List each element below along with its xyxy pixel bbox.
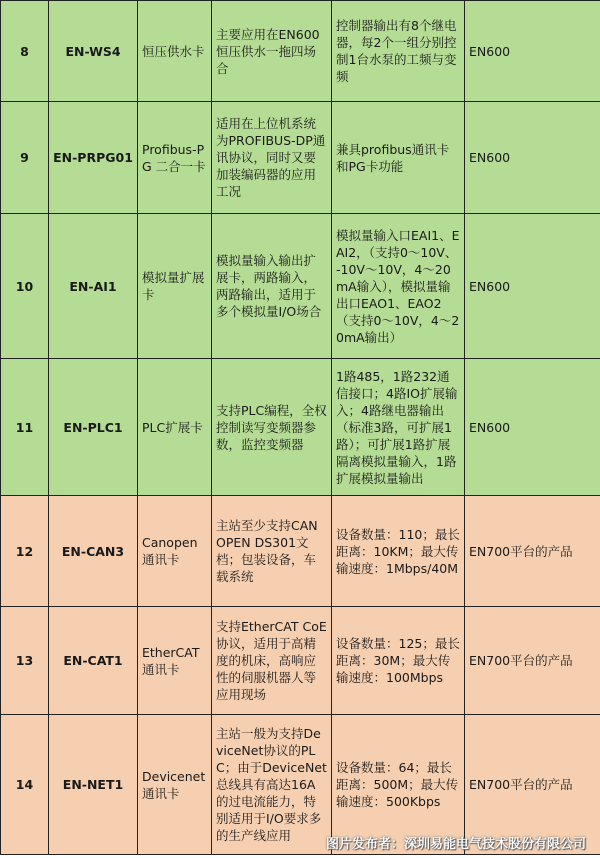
platform-cell: EN600 — [465, 359, 600, 496]
table-row — [1, 359, 600, 496]
model-cell: EN-CAN3 — [49, 496, 138, 607]
table-row — [1, 607, 600, 715]
table-row — [1, 496, 600, 607]
table-row — [1, 715, 600, 855]
row-number: 12 — [1, 496, 49, 607]
model-cell: EN-WS4 — [49, 1, 138, 102]
feature-cell: 1路485，1路232通信接口；4路IO扩展输入；4路继电器输出（标准3路，可扩展1路）；可扩展1路扩展隔离模拟量输入，1路扩展模拟量输出 — [332, 359, 465, 496]
name-cell: 恒压供水卡 — [138, 1, 212, 102]
description-cell: 主要应用在EN600恒压供水一拖四场合 — [212, 1, 332, 102]
platform-cell: EN600 — [465, 102, 600, 214]
row-number: 10 — [1, 214, 49, 359]
platform-cell: EN600 — [465, 1, 600, 102]
description-cell: 主站一般为支持DeviceNet协议的PLC；由于DeviceNet总线具有高达16A的过电流能力，特别适用于I/O要求多的生产线应用 — [212, 715, 332, 855]
model-cell: EN-NET1 — [49, 715, 138, 855]
feature-cell: 设备数量：125；最长距离：30M；最大传输速度：100Mbps — [332, 607, 465, 715]
row-number: 11 — [1, 359, 49, 496]
platform-cell: EN700平台的产品 — [465, 715, 600, 855]
table-row — [1, 102, 600, 214]
row-number: 14 — [1, 715, 49, 855]
description-cell: 支持EtherCAT CoE协议，适用于高精度的机床，高响应性的伺服机器人等应用现场 — [212, 607, 332, 715]
table-row — [1, 1, 600, 102]
feature-cell: 模拟量输入口EAI1、EAI2，（支持0～10V、-10V～10V，4～20mA输入），模拟量输出口EAO1、EAO2（支持0～10V，4～20mA输出） — [332, 214, 465, 359]
table-row — [1, 214, 600, 359]
platform-cell: EN700平台的产品 — [465, 607, 600, 715]
description-cell: 支持PLC编程，全权控制读写变频器参数，监控变频器 — [212, 359, 332, 496]
feature-cell: 设备数量：110；最长距离：10KM；最大传输速度：1Mbps/40M — [332, 496, 465, 607]
name-cell: PLC扩展卡 — [138, 359, 212, 496]
name-cell: 模拟量扩展卡 — [138, 214, 212, 359]
feature-cell: 控制器输出有8个继电器，每2个一组分别控制1台水泵的工频与变频 — [332, 1, 465, 102]
name-cell: EtherCAT通讯卡 — [138, 607, 212, 715]
platform-cell: EN600 — [465, 214, 600, 359]
publisher-watermark: 图片发布者：深圳易能电气技术股份有限公司 — [325, 837, 586, 852]
name-cell: Devicenet通讯卡 — [138, 715, 212, 855]
model-cell: EN-PLC1 — [49, 359, 138, 496]
row-number: 13 — [1, 607, 49, 715]
feature-cell: 兼具profibus通讯卡和PG卡功能 — [332, 102, 465, 214]
name-cell: Profibus-PG 二合一卡 — [138, 102, 212, 214]
platform-cell: EN700平台的产品 — [465, 496, 600, 607]
name-cell: Canopen通讯卡 — [138, 496, 212, 607]
model-cell: EN-AI1 — [49, 214, 138, 359]
model-cell: EN-PRPG01 — [49, 102, 138, 214]
description-cell: 模拟量输入输出扩展卡，两路输入，两路输出，适用于多个模拟量I/O场合 — [212, 214, 332, 359]
description-cell: 适用在上位机系统为PROFIBUS-DP通讯协议，同时又要加装编码器的应用工况 — [212, 102, 332, 214]
model-cell: EN-CAT1 — [49, 607, 138, 715]
row-number: 8 — [1, 1, 49, 102]
row-number: 9 — [1, 102, 49, 214]
feature-cell: 设备数量：64；最长距离：500M；最大传输速度：500Kbps — [332, 715, 465, 855]
description-cell: 主站至少支持CANOPEN DS301文档；包装设备，车载系统 — [212, 496, 332, 607]
